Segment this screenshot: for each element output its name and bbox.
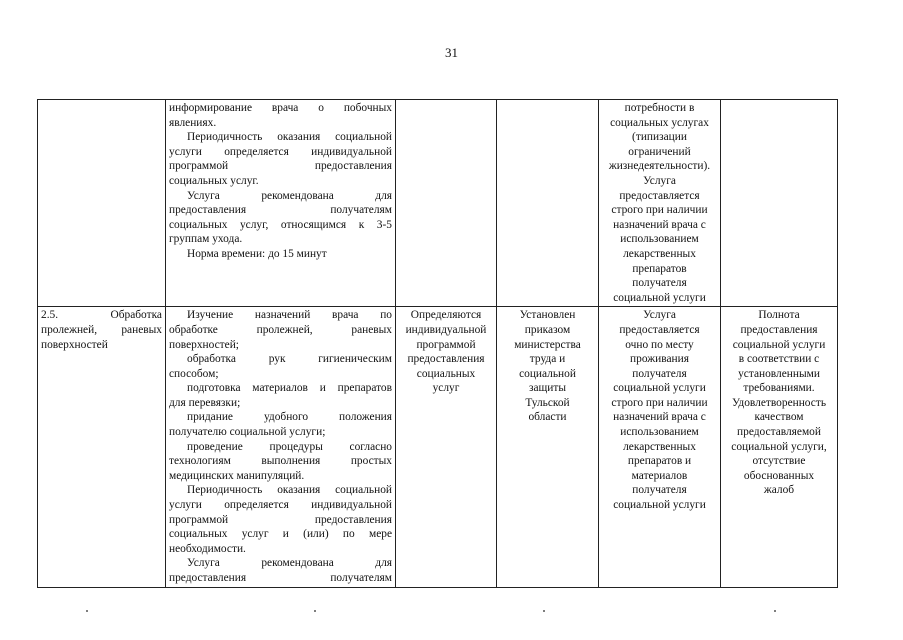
text-line: лекарственных [623, 440, 696, 453]
tariff-cell [497, 100, 599, 307]
text-line: социальных услуг. [169, 174, 259, 187]
text-line: подготовка материалов и препаратов [187, 382, 392, 395]
service-description-cell [166, 100, 396, 307]
volume-cell [396, 307, 497, 587]
text-line: социальной услуги [732, 338, 826, 351]
text-line: социальных услуг и (или) по мере [169, 528, 392, 541]
text-line: препаратов [632, 262, 687, 275]
text-line: получателя [632, 277, 687, 290]
services-table [37, 99, 838, 588]
text-line: Установлен [519, 309, 576, 322]
text-line: Периодичность оказания социальной [187, 131, 392, 144]
text-line: для перевязки; [169, 396, 241, 409]
text-line: препаратов и [627, 455, 692, 468]
text-line: жалоб [763, 484, 795, 497]
text-line: качеством [754, 411, 804, 424]
text-line: социальной услуги [613, 382, 706, 395]
text-line: ограничений [628, 145, 691, 158]
text-line: придание удобного положения [187, 411, 392, 424]
text-line: предоставляется [619, 189, 700, 202]
text-line: поверхностей; [169, 338, 239, 351]
text-line: поверхностей [41, 338, 108, 351]
text-line: в соответствии с [738, 353, 820, 366]
text-line: Удовлетворенность [731, 396, 827, 409]
text-line: Услуга рекомендована для [187, 557, 392, 570]
service-name-cell [38, 307, 166, 587]
text-line: услуг [432, 382, 460, 395]
text-line: (типизации [632, 131, 687, 144]
text-line: социальной услуги [613, 291, 706, 304]
text-line: Тульской [525, 396, 570, 409]
text-line: социальных услуг, относящимся к 3-5 [169, 218, 392, 231]
text-line: услуги определяется индивидуальной [169, 499, 392, 512]
text-line: технологиям выполнения простых [169, 455, 392, 468]
text-line: необходимости. [169, 542, 246, 555]
text-line: обработке пролежней, раневых [169, 323, 392, 336]
text-line: способом; [169, 367, 219, 380]
text-line: Изучение назначений врача по [187, 309, 392, 322]
text-line: индивидуальной [405, 323, 487, 336]
quality-indicators-cell [721, 307, 838, 587]
text-line: использованием [620, 233, 699, 246]
text-line: предоставления получателям [169, 204, 392, 217]
text-line: социальной услуги, [731, 440, 827, 453]
conditions-cell [599, 307, 721, 587]
text-line: предоставления [407, 353, 485, 366]
text-line: Полнота [758, 309, 800, 322]
text-line: назначений врача с [613, 411, 706, 424]
text-line: труда и [529, 353, 566, 366]
text-line: использованием [620, 426, 699, 439]
text-line: проживания [630, 353, 689, 366]
text-line: программой предоставления [169, 160, 392, 173]
text-line: предоставления [740, 323, 818, 336]
conditions-cell [599, 100, 721, 307]
text-line: назначений врача с [613, 218, 706, 231]
text-line: жизнедеятельности). [608, 160, 711, 173]
text-line: Норма времени: до 15 минут [187, 247, 327, 260]
text-line: социальных [416, 367, 476, 380]
text-line: предоставляемой [737, 426, 821, 439]
text-line: социальной [519, 367, 576, 380]
text-line: очно по месту [625, 338, 694, 351]
text-line: установленными [738, 367, 820, 380]
text-line: приказом [524, 323, 571, 336]
text-line: защиты [528, 382, 567, 395]
text-line: 2.5. Обработка [41, 309, 162, 322]
tariff-cell [497, 307, 599, 587]
text-line: получателя [632, 484, 687, 497]
text-line: проведение процедуры согласно [187, 440, 392, 453]
text-line: предоставляется [619, 323, 700, 336]
text-line: министерства [514, 338, 581, 351]
text-line: строго при наличии [611, 396, 708, 409]
quality-indicators-cell [721, 100, 838, 307]
text-line: социальной услуги [613, 499, 706, 512]
service-name-cell [38, 100, 166, 307]
text-line: информирование врача о побочных [169, 102, 392, 114]
text-line: области [528, 411, 567, 424]
text-line: Периодичность оказания социальной [187, 484, 392, 497]
text-line: потребности в [624, 102, 695, 114]
text-line: лекарственных [623, 247, 696, 260]
text-line: отсутствие [752, 455, 806, 468]
text-line: медицинских манипуляций. [169, 469, 305, 482]
text-line: Услуга рекомендована для [187, 189, 392, 202]
text-line: требованиями. [743, 382, 815, 395]
text-line: пролежней, раневых [41, 323, 162, 336]
text-line: обоснованных [743, 469, 815, 482]
text-line: обработка рук гигиеническим [187, 353, 392, 366]
text-line: Определяются [410, 309, 482, 322]
table-row [38, 100, 838, 307]
text-line: материалов [631, 469, 688, 482]
text-line: предоставления получателям [169, 572, 392, 584]
text-line: получателя [632, 367, 687, 380]
scan-specks [0, 610, 903, 616]
text-line: социальных услугах [610, 116, 709, 129]
text-line: получателю социальной услуги; [169, 426, 326, 439]
text-line: явлениях. [169, 116, 217, 129]
text-line: группам ухода. [169, 233, 243, 246]
text-line: Услуга [643, 309, 676, 322]
text-line: программой [416, 338, 476, 351]
table-row [38, 307, 838, 587]
text-line: программой предоставления [169, 513, 392, 526]
text-line: услуги определяется индивидуальной [169, 145, 392, 158]
text-line: Услуга [643, 174, 676, 187]
volume-cell [396, 100, 497, 307]
page-number: 31 [445, 45, 458, 60]
service-description-cell [166, 307, 396, 587]
text-line: строго при наличии [611, 204, 708, 217]
